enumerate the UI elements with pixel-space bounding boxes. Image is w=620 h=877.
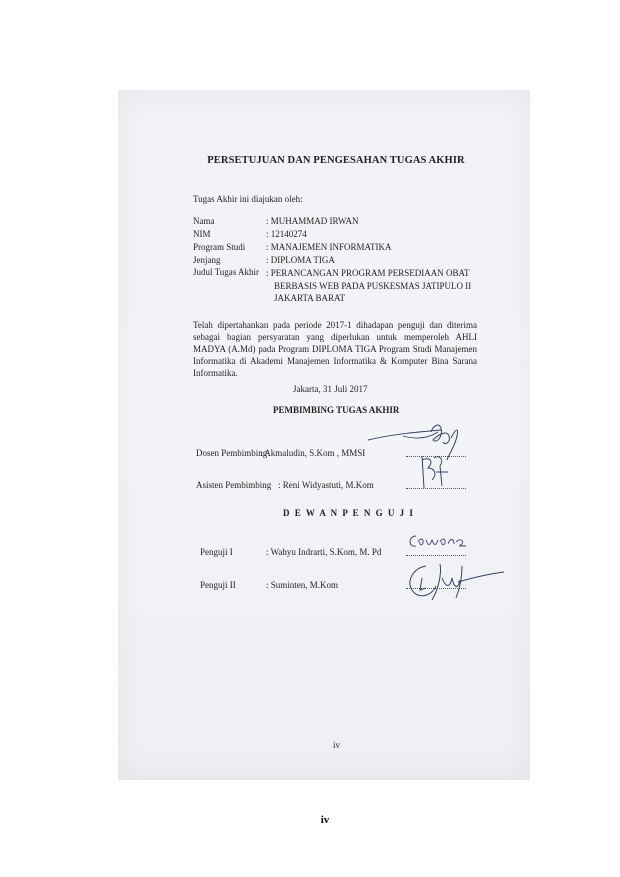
- penguji2-name: : Suminten, M.Kom: [266, 580, 339, 590]
- pembimbing-heading: PEMBIMBING TUGAS AKHIR: [273, 405, 400, 415]
- dosen-pembimbing-label: Dosen Pembimbing: [196, 448, 268, 458]
- field-label-judul: Judul Tugas Akhir: [193, 267, 260, 277]
- field-value-nim: : 12140274: [266, 229, 307, 239]
- document-title: PERSETUJUAN DAN PENGESAHAN TUGAS AKHIR: [207, 155, 465, 166]
- penguji1-name: : Wahyu Indrarti, S.Kom, M. Pd: [266, 547, 382, 557]
- field-value-nama: : MUHAMMAD IRWAN: [266, 216, 359, 226]
- judul-line-2: BERBASIS WEB PADA PUSKESMAS JATIPULO II: [274, 280, 472, 291]
- penguji2-label: Penguji II: [200, 580, 236, 590]
- penguji1-signature: [406, 528, 476, 554]
- scanned-page: [118, 90, 530, 780]
- asisten-pembimbing-label: Asisten Pembimbing: [196, 480, 272, 490]
- field-label-jenjang: Jenjang: [193, 255, 221, 265]
- field-label-nama: Nama: [193, 216, 215, 226]
- penguji1-label: Penguji I: [200, 547, 233, 557]
- asisten-pembimbing-name: : Reni Widyastuti, M.Kom: [278, 480, 374, 490]
- field-label-program-studi: Program Studi: [193, 242, 246, 252]
- footer-page-number: iv: [320, 814, 330, 826]
- field-label-nim: NIM: [193, 229, 211, 239]
- judul-line-3: JAKARTA BARAT: [274, 293, 345, 303]
- intro-text: Tugas Akhir ini diajukan oleh:: [193, 194, 303, 204]
- penguji-heading: D E W A N P E N G U J I: [283, 508, 415, 518]
- penguji2-signature: [396, 560, 506, 605]
- approval-date: Jakarta, 31 Juli 2017: [293, 384, 368, 394]
- field-value-program-studi: : MANAJEMEN INFORMATIKA: [266, 242, 392, 252]
- inner-page-number: iv: [333, 740, 341, 750]
- field-value-judul: [266, 267, 481, 305]
- asisten-signature: [414, 450, 454, 492]
- field-value-jenjang: : DIPLOMA TIGA: [266, 255, 335, 265]
- judul-line-1: : PERANCANGAN PROGRAM PERSEDIAAN OBAT: [266, 268, 470, 278]
- penguji1-signature-line: [406, 555, 466, 556]
- approval-paragraph: Telah dipertahankan pada periode 2017-1 dihadapan penguji dan diterima sebagai bagian persyaratan yang diperlukan untuk memperoleh AHLI MADYA (A.Md) pada Program DIPLOMA TIGA Program Studi Manajemen Informatika di Akademi Manajemen Informatika & Komputer Bina Sarana Informatika.: [193, 320, 477, 378]
- dosen-pembimbing-name: : Akmaludin, S.Kom , MMSI: [260, 448, 366, 458]
